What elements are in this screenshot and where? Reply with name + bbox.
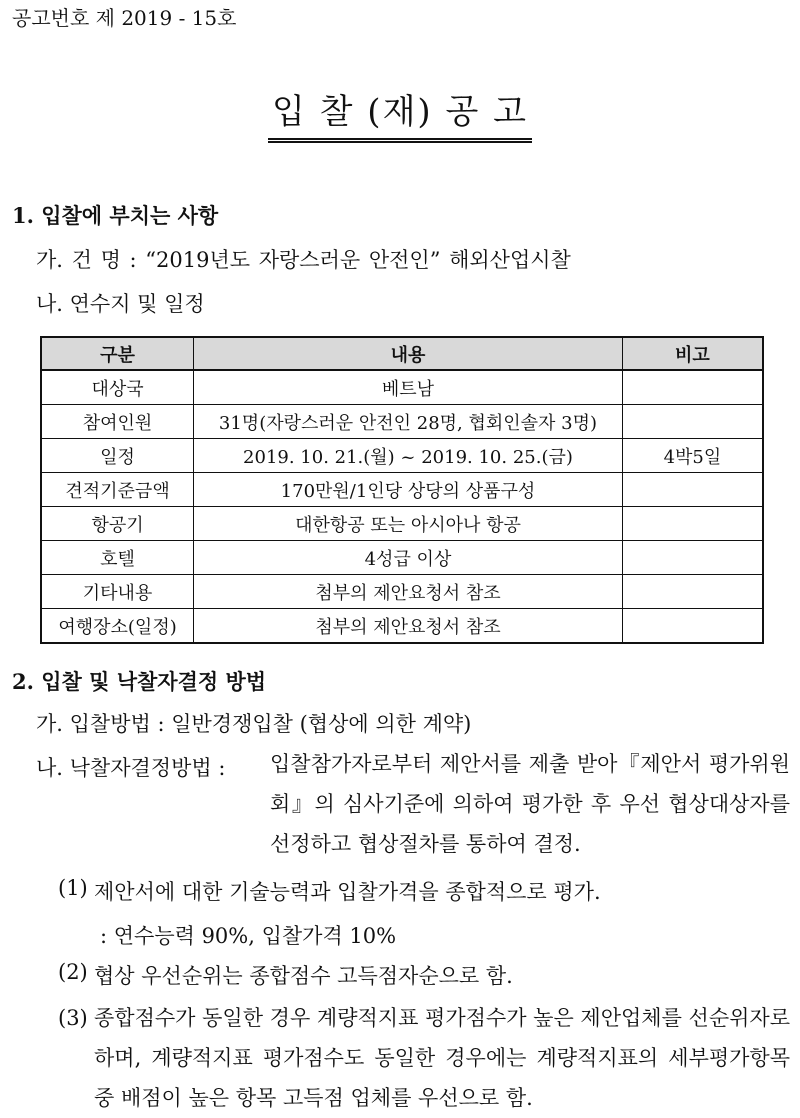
section1-item-b: 나. 연수지 및 일정 [36, 292, 205, 316]
table-row [41, 609, 763, 644]
table-cell: 호텔 [41, 541, 194, 575]
table-cell: 견적기준금액 [41, 473, 194, 507]
table-cell [622, 541, 763, 575]
table-cell: 일정 [41, 439, 194, 473]
table-cell: 기타내용 [41, 575, 194, 609]
table-header-cell: 비고 [622, 337, 763, 370]
section1-heading: 1. 입찰에 부치는 사항 [12, 203, 219, 228]
table-cell [622, 609, 763, 644]
sub2-text: 협상 우선순위는 종합점수 고득점자순으로 함. [94, 964, 513, 988]
table-cell: 여행장소(일정) [41, 609, 194, 644]
table-row [41, 575, 763, 609]
table-row [41, 473, 763, 507]
table-cell: 첨부의 제안요청서 참조 [194, 575, 623, 609]
sub1-number: (1) [58, 876, 88, 900]
table-row [41, 405, 763, 439]
table-cell: 4박5일 [622, 439, 763, 473]
table-cell [622, 473, 763, 507]
table-header-cell: 구분 [41, 337, 194, 370]
table-cell [622, 507, 763, 541]
table-cell [622, 575, 763, 609]
table-cell: 참여인원 [41, 405, 194, 439]
section1-item-a: 가. 건 명 : “2019년도 자랑스러운 안전인” 해외산업시찰 [36, 248, 571, 272]
table-cell: 대한항공 또는 아시아나 항공 [194, 507, 623, 541]
table-cell: 31명(자랑스러운 안전인 28명, 협회인솔자 3명) [194, 405, 623, 439]
table-header-cell: 내용 [194, 337, 623, 370]
table-cell: 2019. 10. 21.(월) ~ 2019. 10. 25.(금) [194, 439, 623, 473]
sub1-detail: : 연수능력 90%, 입찰가격 10% [100, 924, 397, 948]
section2-item-a: 가. 입찰방법 : 일반경쟁입찰 (협상에 의한 계약) [36, 712, 472, 736]
section2-item-b-label: 나. 낙찰자결정방법 : [36, 756, 226, 780]
table-row [41, 370, 763, 405]
sub3-text: 종합점수가 동일한 경우 계량적지표 평가점수가 높은 제안업체를 선순위자로 하며, 계량적지표 평가점수도 동일한 경우에는 계량적지표의 세부평가항목 중 배점이 높은 항목 고득점 업체를 우선으로 함. [94, 1006, 790, 1110]
table-cell: 4성급 이상 [194, 541, 623, 575]
table-cell: 첨부의 제안요청서 참조 [194, 609, 623, 644]
table-cell: 베트남 [194, 370, 623, 405]
title-container [0, 84, 800, 143]
schedule-table [40, 336, 764, 644]
table-cell: 대상국 [41, 370, 194, 405]
table-header-row [41, 337, 763, 370]
sub1-text: 제안서에 대한 기술능력과 입찰가격을 종합적으로 평가. [94, 880, 601, 904]
table-cell: 항공기 [41, 507, 194, 541]
table-row [41, 439, 763, 473]
table-cell [622, 405, 763, 439]
table-row [41, 507, 763, 541]
sub2-number: (2) [58, 960, 88, 984]
table-cell [622, 370, 763, 405]
table-row [41, 541, 763, 575]
table-cell: 170만원/1인당 상당의 상품구성 [194, 473, 623, 507]
sub3-number: (3) [58, 1006, 88, 1030]
section2-item-b-text: 입찰참가자로부터 제안서를 제출 받아『제안서 평가위원회』의 심사기준에 의하여 평가한 후 우선 협상대상자를 선정하고 협상절차를 통하여 결정. [270, 752, 790, 856]
section2-heading: 2. 입찰 및 낙찰자결정 방법 [12, 669, 267, 694]
notice-number: 공고번호 제 2019 - 15호 [12, 6, 237, 30]
page-title: 입 찰 (재) 공 고 [268, 84, 532, 143]
